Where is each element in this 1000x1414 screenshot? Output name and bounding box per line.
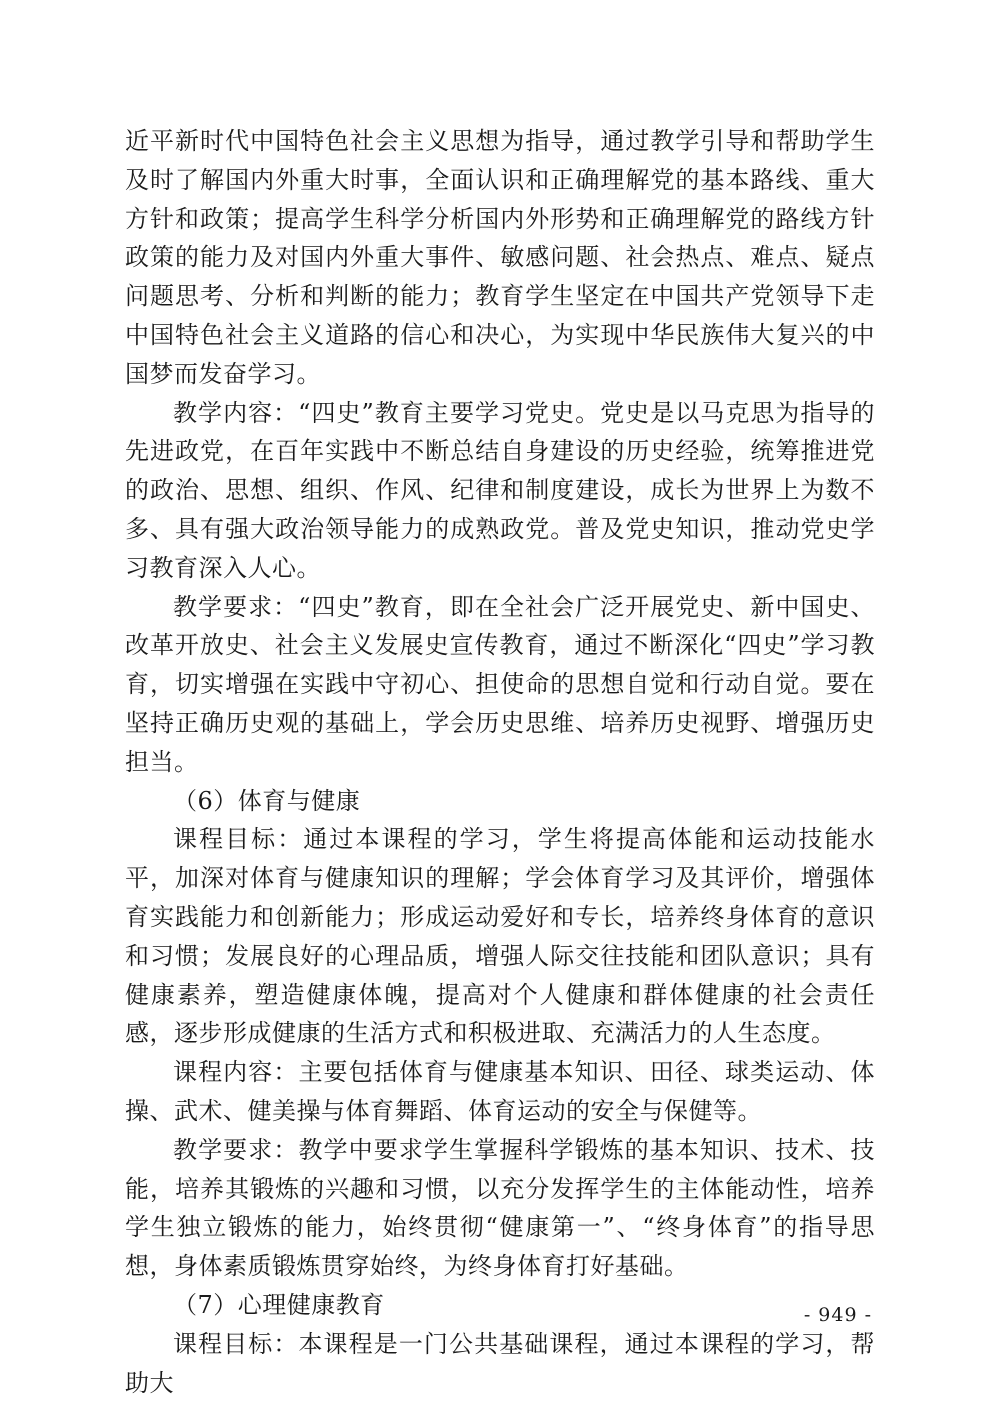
section-heading-pe-health: （6）体育与健康: [173, 786, 361, 815]
section-heading-mental-health: （7）心理健康教育: [173, 1290, 385, 1319]
paragraph-pe-course-objectives: 课程目标：通过本课程的学习，学生将提高体能和运动技能水平，加深对体育与健康知识的理解；学会体育学习及其评价，增强体育实践能力和创新能力；形成运动爱好和专长，培养终身体育的意识和习惯；发展良好的心理品质，增强人际交往技能和团队意识；具有健康素养，塑造健康体魄，提高对个人健康和群体健康的社会责任感，逐步形成健康的生活方式和积极进取、充满活力的人生态度。: [125, 825, 875, 1048]
paragraph-teaching-requirements-four-histories: 教学要求：“四史”教育，即在全社会广泛开展党史、新中国史、改革开放史、社会主义发展史宣传教育，通过不断深化“四史”学习教育，切实增强在实践中守初心、担使命的思想自觉和行动自觉。要在坚持正确历史观的基础上，学会历史思维、培养历史视野、增强历史担当。: [125, 592, 875, 776]
paragraph-pe-course-content: 课程内容：主要包括体育与健康基本知识、田径、球类运动、体操、武术、健美操与体育舞蹈、体育运动的安全与保健等。: [125, 1058, 875, 1125]
paragraph-pe-teaching-requirements: 教学要求：教学中要求学生掌握科学锻炼的基本知识、技术、技能，培养其锻炼的兴趣和习惯，以充分发挥学生的主体能动性，培养学生独立锻炼的能力，始终贯彻“健康第一”、“终身体育”的指导思想，身体素质锻炼贯穿始终，为终身体育打好基础。: [125, 1135, 875, 1281]
paragraph-teaching-content-four-histories: 教学内容：“四史”教育主要学习党史。党史是以马克思为指导的先进政党，在百年实践中不断总结自身建设的历史经验，统筹推进党的政治、思想、组织、作风、纪律和制度建设，成长为世界上为数不多、具有强大政治领导能力的成熟政党。普及党史知识，推动党史学习教育深入人心。: [125, 398, 875, 582]
document-body: [125, 122, 875, 1402]
paragraph-ideology-guidance: 近平新时代中国特色社会主义思想为指导，通过教学引导和帮助学生及时了解国内外重大时事，全面认识和正确理解党的基本路线、重大方针和政策；提高学生科学分析国内外形势和正确理解党的路线方针政策的能力及对国内外重大事件、敏感问题、社会热点、难点、疑点问题思考、分析和判断的能力；教育学生坚定在中国共产党领导下走中国特色社会主义道路的信心和决心，为实现中华民族伟大复兴的中国梦而发奋学习。: [125, 127, 875, 388]
page-number: - 949 -: [803, 1304, 872, 1326]
paragraph-mental-health-objectives: 课程目标：本课程是一门公共基础课程，通过本课程的学习，帮助大: [125, 1329, 875, 1397]
